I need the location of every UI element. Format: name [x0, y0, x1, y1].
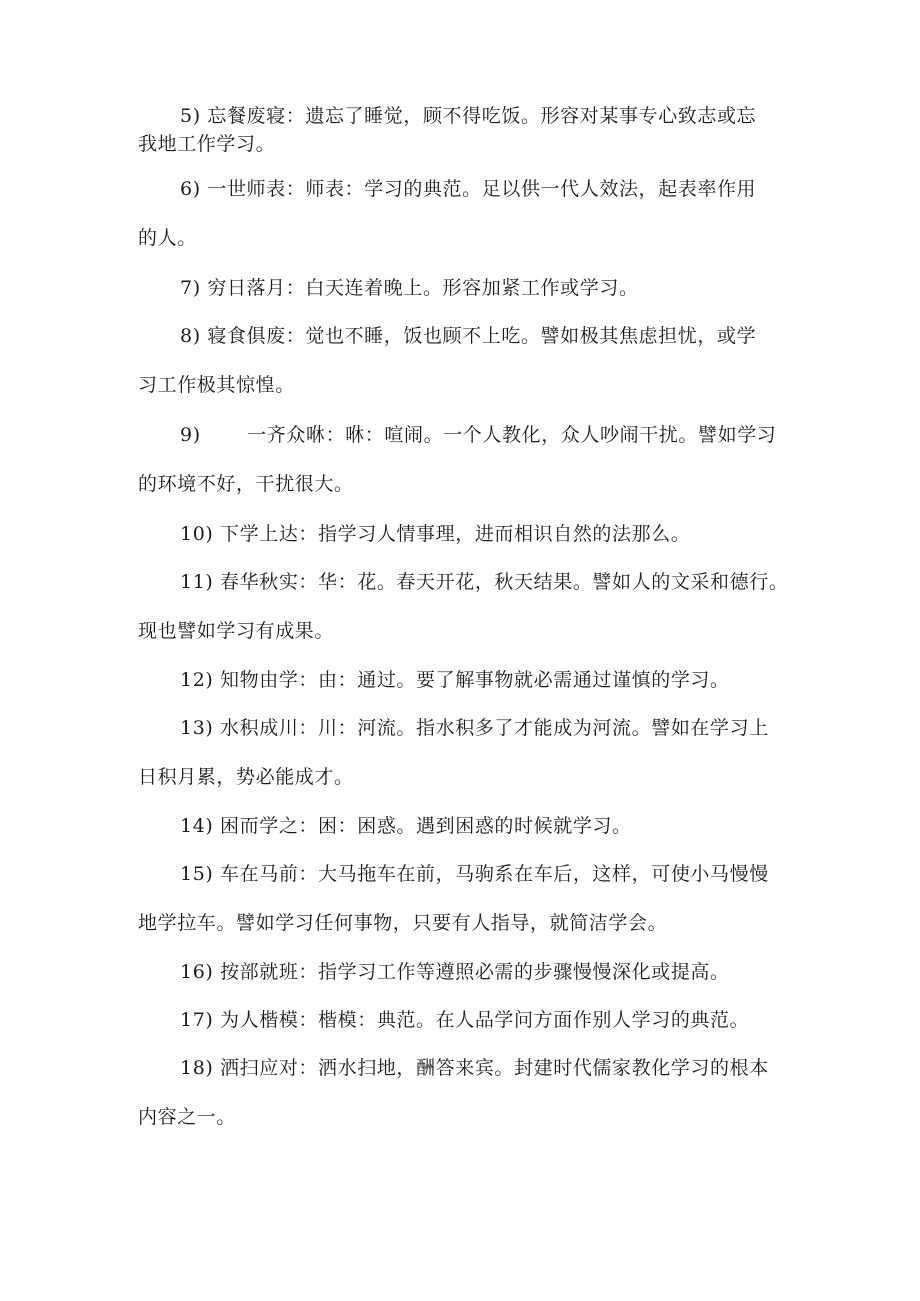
entry-continuation: 内容之一。 — [138, 1106, 237, 1128]
entry-continuation: 我地工作学习。 — [138, 133, 276, 155]
entry-text: 下学上达：指学习人情事理，进而相识自然的法那么。 — [220, 523, 691, 545]
entry-line — [180, 668, 730, 692]
entry-number: 16) — [180, 961, 214, 983]
entry-line — [180, 276, 639, 300]
entry-text: 困而学之：困：困惑。遇到困惑的时候就学习。 — [220, 815, 632, 837]
entry-number: 11) — [180, 571, 214, 593]
entry-text: 春华秋实：华：花。春天开花，秋天结果。譬如人的文采和德行。 — [220, 571, 789, 593]
entry-text: 寝食俱废：觉也不睡，饭也顾不上吃。譬如极其焦虑担忧，或学 — [207, 325, 757, 347]
entry-text: 一世师表：师表：学习的典范。足以供一代人效法，起表率作用 — [207, 178, 757, 200]
entry-text: 穷日落月：白天连着晚上。形容加紧工作或学习。 — [207, 277, 639, 299]
entry-line — [180, 960, 730, 984]
entry-text: 水积成川：川：河流。指水积多了才能成为河流。譬如在学习上 — [220, 717, 769, 739]
entry-number: 18) — [180, 1057, 214, 1079]
entry-number: 9) — [180, 424, 201, 446]
entry-line — [180, 814, 632, 838]
entry-text: 按部就班：指学习工作等遵照必需的步骤慢慢深化或提高。 — [220, 961, 730, 983]
entry-line — [180, 104, 756, 128]
entry-number: 17) — [180, 1009, 214, 1031]
entry-number: 8) — [180, 325, 201, 347]
entry-line — [180, 716, 769, 740]
entry-line — [180, 1056, 769, 1080]
entry-number: 13) — [180, 717, 214, 739]
entry-number: 14) — [180, 815, 214, 837]
entry-line — [180, 862, 769, 886]
entry-text: 洒扫应对：洒水扫地，酬答来宾。封建时代儒家教化学习的根本 — [220, 1057, 769, 1079]
entry-number: 7) — [180, 277, 201, 299]
entry-text: 知物由学：由：通过。要了解事物就必需通过谨慎的学习。 — [220, 669, 730, 691]
entry-number: 10) — [180, 523, 214, 545]
entry-text: 车在马前：大马拖车在前，马驹系在车后，这样，可使小马慢慢 — [220, 863, 769, 885]
entry-text: 忘餐废寝：遗忘了睡觉，顾不得吃饭。形容对某事专心致志或忘 — [207, 105, 757, 127]
entry-number: 6) — [180, 178, 201, 200]
entry-line — [180, 423, 776, 447]
entry-line — [180, 570, 788, 594]
entry-line — [180, 522, 690, 546]
entry-line — [180, 1008, 749, 1032]
entry-continuation: 现也譬如学习有成果。 — [138, 620, 335, 642]
entry-text: 一齐众咻：咻：喧闹。一个人教化，众人吵闹干扰。譬如学习 — [247, 424, 777, 446]
entry-continuation: 的环境不好，干扰很大。 — [138, 473, 354, 495]
entry-continuation: 的人。 — [138, 227, 197, 249]
entry-number: 15) — [180, 863, 214, 885]
entry-number: 5) — [180, 105, 201, 127]
entry-line — [180, 324, 756, 348]
entry-number: 12) — [180, 669, 214, 691]
entry-continuation: 日积月累，势必能成才。 — [138, 766, 354, 788]
entry-line — [180, 177, 756, 201]
entry-continuation: 地学拉车。譬如学习任何事物，只要有人指导，就简洁学会。 — [138, 912, 668, 934]
entry-text: 为人楷模：楷模：典范。在人品学问方面作别人学习的典范。 — [220, 1009, 750, 1031]
entry-continuation: 习工作极其惊惶。 — [138, 374, 295, 396]
